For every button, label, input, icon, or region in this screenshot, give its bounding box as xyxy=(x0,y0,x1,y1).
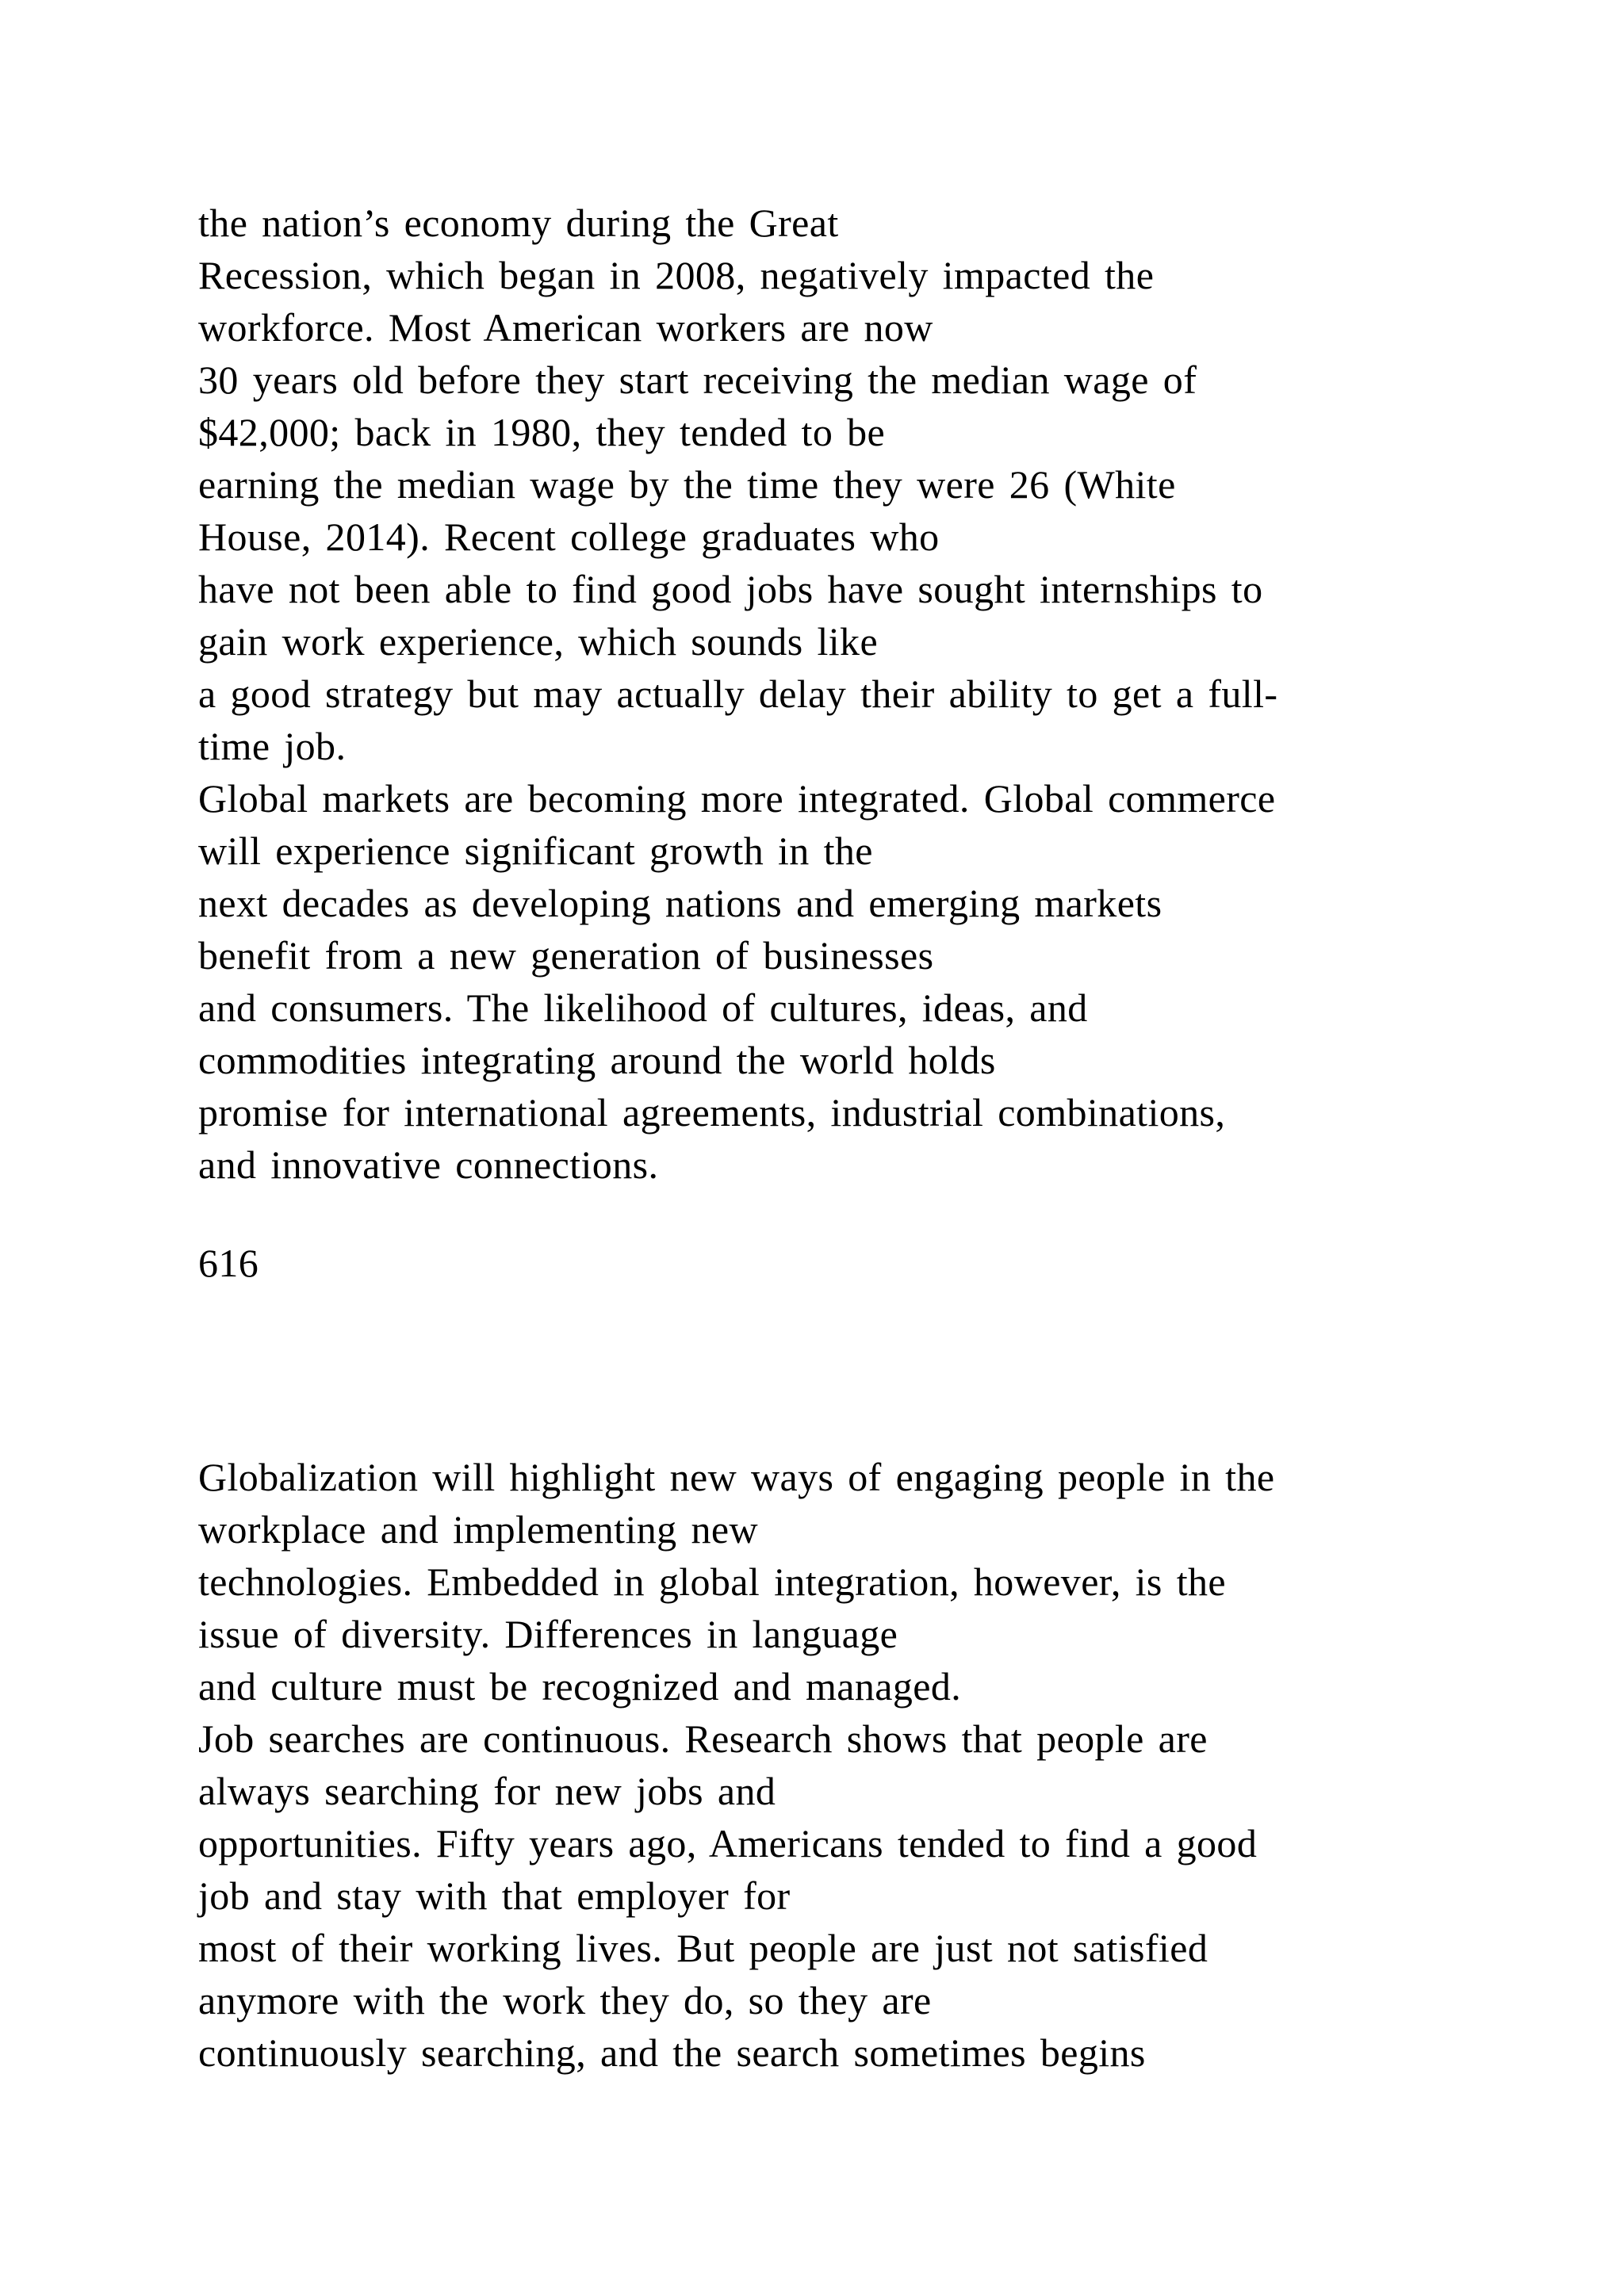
text-line: will experience significant growth in the xyxy=(198,828,873,873)
text-line: Job searches are continuous. Research shows that people are xyxy=(198,1716,1208,1761)
text-line: Recession, which began in 2008, negatively impacted the xyxy=(198,253,1155,297)
text-block-lower xyxy=(198,1451,1467,2079)
text-line: workplace and implementing new xyxy=(198,1507,758,1552)
text-line: most of their working lives. But people are just not satisfied xyxy=(198,1926,1208,1970)
text-line: gain work experience, which sounds like xyxy=(198,619,879,664)
text-line: Global markets are becoming more integrated. Global commerce xyxy=(198,776,1276,821)
page-number: 616 xyxy=(198,1241,259,1285)
text-block-upper xyxy=(198,197,1467,1191)
text-line: issue of diversity. Differences in language xyxy=(198,1612,898,1656)
text-line: anymore with the work they do, so they are xyxy=(198,1978,932,2022)
text-line: workforce. Most American workers are now xyxy=(198,305,933,350)
text-line: promise for international agreements, industrial combinations, xyxy=(198,1090,1226,1135)
text-line: $42,000; back in 1980, they tended to be xyxy=(198,410,886,454)
text-line: continuously searching, and the search sometimes begins xyxy=(198,2030,1146,2075)
text-line: and consumers. The likelihood of cultures, ideas, and xyxy=(198,985,1088,1030)
text-line: and culture must be recognized and managed. xyxy=(198,1664,962,1709)
text-line: job and stay with that employer for xyxy=(198,1873,791,1918)
text-line: and innovative connections. xyxy=(198,1142,659,1187)
text-line: the nation’s economy during the Great xyxy=(198,201,839,245)
text-line: have not been able to find good jobs have sought internships to xyxy=(198,567,1263,611)
text-line: benefit from a new generation of businesses xyxy=(198,933,934,978)
text-line: earning the median wage by the time they were 26 (White xyxy=(198,462,1176,507)
text-line: Globalization will highlight new ways of engaging people in the xyxy=(198,1455,1275,1499)
text-line: technologies. Embedded in global integration, however, is the xyxy=(198,1559,1226,1604)
text-line: commodities integrating around the world holds xyxy=(198,1038,996,1082)
text-line: always searching for new jobs and xyxy=(198,1769,776,1813)
text-line: a good strategy but may actually delay their ability to get a full- xyxy=(198,672,1278,716)
text-line: next decades as developing nations and emerging markets xyxy=(198,881,1162,925)
text-line: opportunities. Fifty years ago, Americans tended to find a good xyxy=(198,1821,1258,1866)
text-line: House, 2014). Recent college graduates who xyxy=(198,515,940,559)
text-line: time job. xyxy=(198,724,347,768)
text-line: 30 years old before they start receiving the median wage of xyxy=(198,358,1197,402)
